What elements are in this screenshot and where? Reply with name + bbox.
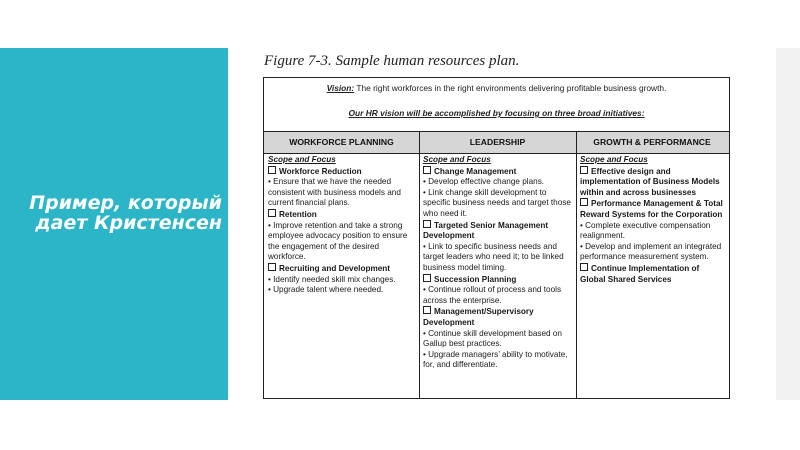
initiative-bullet: • Identify needed skill mix changes. [268,274,396,284]
figure-caption: Figure 7-3. Sample human resources plan. [264,53,520,69]
initiative-bullet: • Complete executive compensation realignment. [580,220,711,241]
checkbox-square-icon [268,166,276,174]
vision-subheading: Our HR vision will be accomplished by focusing on three broad initiatives: [348,108,645,118]
initiative-bullet: • Ensure that we have the needed consistent with business models and current financial plans. [268,177,401,208]
initiative-bullet: • Upgrade talent where needed. [268,285,384,295]
initiative-item [580,263,725,285]
initiative-item-label: Management/Supervisory Development [423,307,534,327]
scope-and-focus-label: Scope and Focus [268,155,336,164]
initiative-item [268,166,417,178]
column-workforce-planning [268,155,417,296]
vision-text: The right workforces in the right environments delivering profitable business growth. [354,83,667,93]
initiative-item [268,263,417,275]
header-workforce-planning: WORKFORCE PLANNING [289,137,394,147]
table-header-row [264,131,729,154]
initiative-bullet: • Continue skill development based on Gallup best practices. [423,328,562,349]
initiative-item-label: Effective design and implementation of Business Models within and across businesses [580,166,720,197]
checkbox-square-icon [423,306,431,314]
column-leadership [423,155,573,371]
initiative-item-label: Recruiting and Development [279,263,391,273]
checkbox-square-icon [580,263,588,271]
initiative-item-label: Change Management [434,166,517,176]
slide-title: Пример, который дает Кристенсен [29,192,222,234]
checkbox-square-icon [423,220,431,228]
column-divider [576,131,577,398]
header-growth-performance: GROWTH & PERFORMANCE [593,137,711,147]
initiative-item-label: Succession Planning [434,274,517,284]
initiative-item [580,198,725,220]
initiative-item-label: Targeted Senior Management Development [423,220,549,241]
initiative-item-label: Retention [279,209,317,219]
checkbox-square-icon [423,166,431,174]
initiative-bullet: • Improve retention and take a strong employee advocacy position to ensure the engagement of the desired workforce. [268,220,408,262]
checkbox-square-icon [268,263,276,271]
initiative-bullet: • Link change skill development to specific business needs and target those who need it. [423,187,571,218]
scope-and-focus-label: Scope and Focus [423,155,491,164]
checkbox-square-icon [423,274,431,282]
checkbox-square-icon [580,198,588,206]
initiative-item [268,209,417,221]
initiative-bullet: • Develop and implement an integrated performance measurement system. [580,241,722,262]
initiative-item [423,306,573,328]
initiative-item-label: Continue Implementation of Global Shared Services [580,263,700,284]
initiative-bullet: • Develop effective change plans. [423,177,545,187]
checkbox-square-icon [580,166,588,174]
vision-label: Vision: [326,83,355,93]
initiative-item-label: Workforce Reduction [279,166,362,176]
initiative-item-label: Performance Management & Total Reward Systems for the Corporation [580,199,723,219]
scope-and-focus-label: Scope and Focus [580,155,648,164]
hr-plan-table [263,77,730,399]
initiative-item [423,166,573,178]
vision-statement [264,83,729,93]
initiative-item [423,220,573,242]
initiative-bullet: • Link to specific business needs and target leaders who need it; to be linked business model timing. [423,241,564,272]
initiative-item [423,274,573,286]
column-growth-performance [580,155,725,285]
initiative-item [580,166,725,199]
column-divider [419,131,420,398]
initiative-bullet: • Continue rollout of process and tools across the enterprise. [423,285,562,305]
header-leadership: LEADERSHIP [469,137,526,147]
initiative-bullet: • Upgrade managers’ ability to motivate, for, and differentiate. [423,349,568,370]
checkbox-square-icon [268,209,276,217]
right-gray-strip [776,48,800,400]
